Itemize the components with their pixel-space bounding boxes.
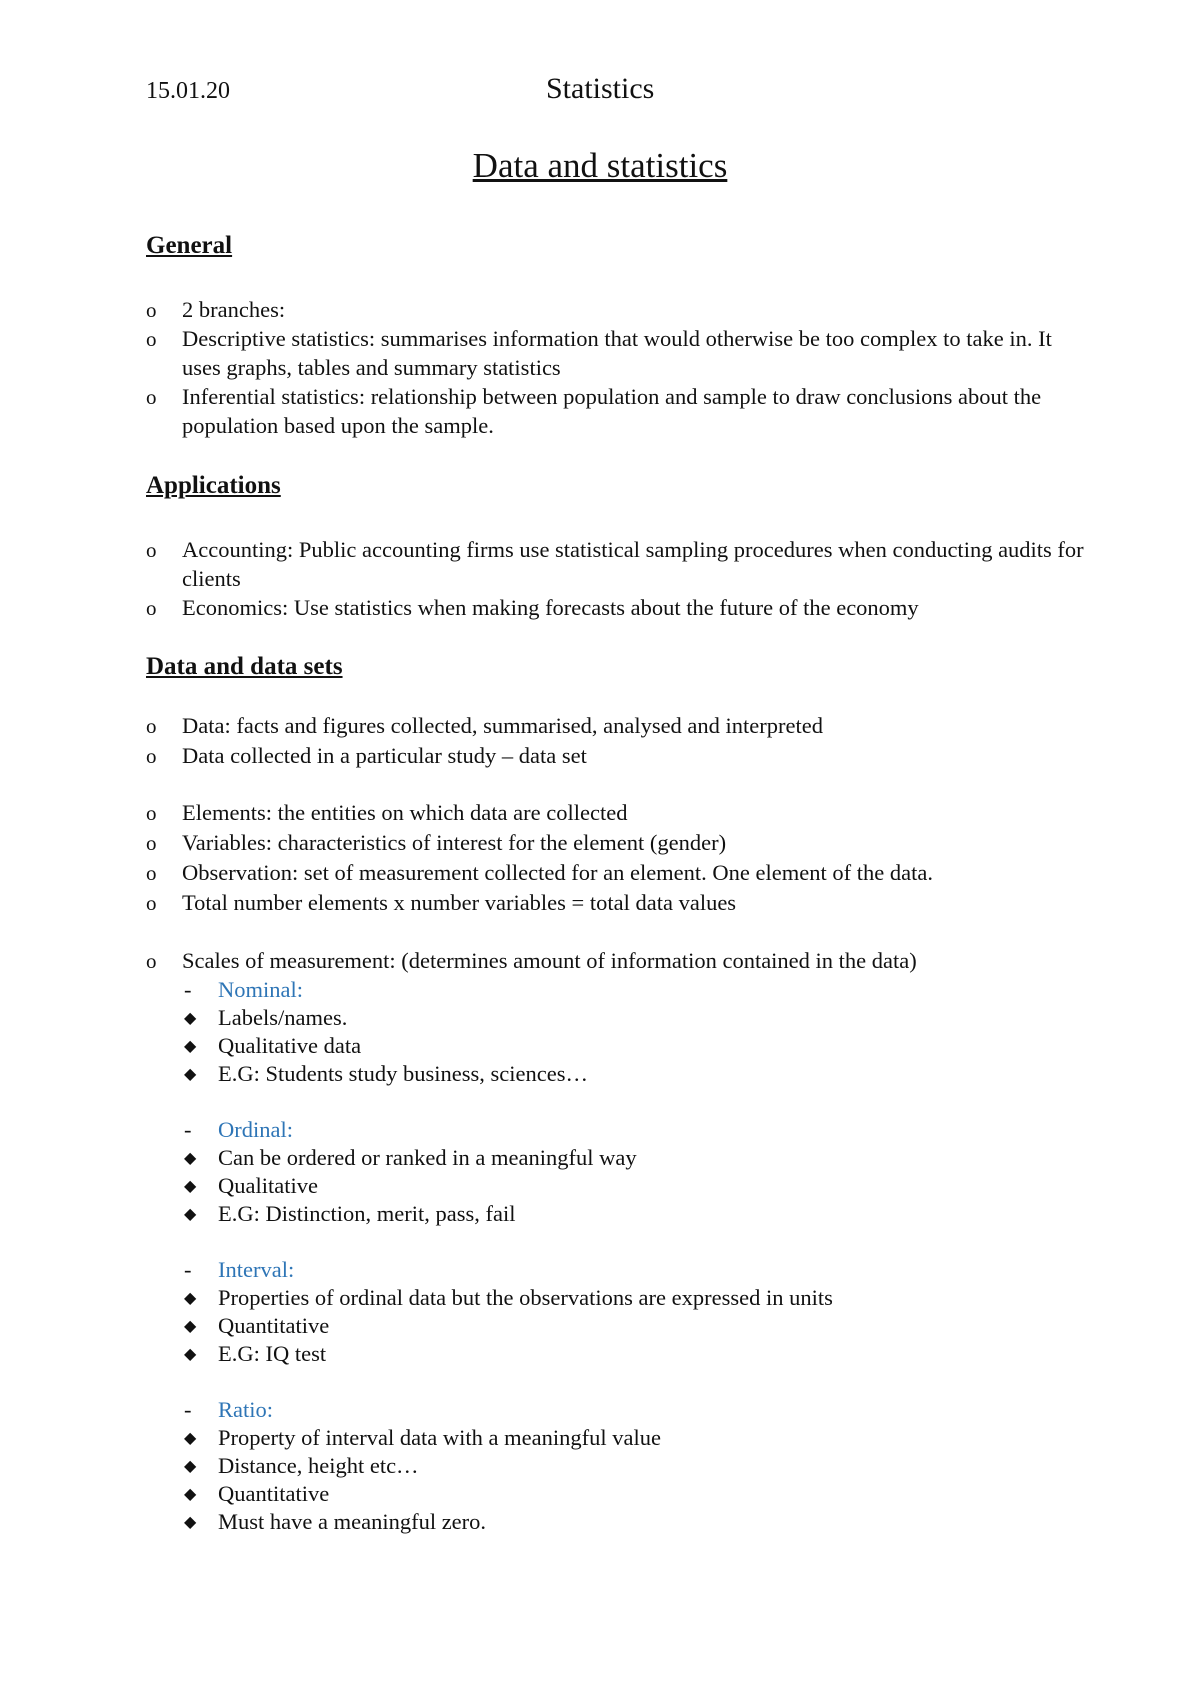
list-item-text: Properties of ordinal data but the observations are expressed in units: [218, 1285, 833, 1310]
bullet-marker: o: [146, 714, 157, 738]
list-item: [184, 1060, 588, 1089]
bullet-marker: o: [146, 538, 157, 562]
bullet-marker: o: [146, 327, 157, 351]
list-item-text: E.G: Students study business, sciences…: [218, 1061, 588, 1086]
list-item: [146, 889, 1086, 918]
bullet-marker: o: [146, 385, 157, 409]
scale-label: Ordinal:: [218, 1117, 293, 1142]
list-item: [146, 742, 1086, 771]
section-heading-applications: Applications: [146, 472, 281, 499]
dash-marker: -: [184, 977, 192, 1002]
document-title: Data and statistics: [472, 146, 728, 185]
scale-label: Nominal:: [218, 977, 303, 1002]
list-item: [184, 1284, 833, 1313]
list-item: [184, 1004, 347, 1033]
list-item: [184, 1480, 329, 1509]
list-item: [146, 712, 1086, 741]
bullet-marker: o: [146, 596, 157, 620]
list-item-text: Must have a meaningful zero.: [218, 1509, 487, 1534]
diamond-bullet-icon: ◆: [184, 1178, 197, 1195]
diamond-bullet-icon: ◆: [184, 1206, 197, 1223]
diamond-bullet-icon: ◆: [184, 1010, 197, 1027]
list-item: [146, 799, 1086, 828]
bullet-marker: o: [146, 298, 157, 322]
diamond-bullet-icon: ◆: [184, 1430, 197, 1447]
list-item: [146, 947, 1086, 976]
diamond-bullet-icon: ◆: [184, 1346, 197, 1363]
list-item-text: Economics: Use statistics when making forecasts about the future of the economy: [182, 595, 919, 620]
list-item: [146, 829, 1086, 858]
list-item: [184, 1172, 318, 1201]
list-item: [184, 1340, 326, 1369]
scale-label: Ratio:: [218, 1397, 273, 1422]
dash-marker: -: [184, 1397, 192, 1422]
list-item: [184, 1144, 637, 1173]
scale-label: Interval:: [218, 1257, 295, 1282]
header-subject: Statistics: [546, 72, 655, 105]
diamond-bullet-icon: ◆: [184, 1514, 197, 1531]
scale-heading-ratio: [184, 1396, 273, 1424]
list-item-text: Scales of measurement: (determines amount of information contained in the data): [182, 948, 917, 973]
list-item-text: Property of interval data with a meaningful value: [218, 1425, 661, 1450]
list-item-text: 2 branches:: [182, 297, 286, 322]
list-item-text: Accounting: Public accounting firms use statistical sampling procedures when conducting audits for clients: [182, 537, 1084, 591]
diamond-bullet-icon: ◆: [184, 1318, 197, 1335]
list-item: [184, 1032, 361, 1061]
list-item: [184, 1452, 419, 1481]
diamond-bullet-icon: ◆: [184, 1290, 197, 1307]
list-item-text: E.G: IQ test: [218, 1341, 327, 1366]
list-item-text: Data collected in a particular study – data set: [182, 743, 587, 768]
list-item-text: Quantitative: [218, 1313, 330, 1338]
list-item: [184, 1424, 661, 1453]
dash-marker: -: [184, 1257, 192, 1282]
diamond-bullet-icon: ◆: [184, 1038, 197, 1055]
list-item: [146, 859, 1086, 888]
list-item-text: Total number elements x number variables = total data values: [182, 890, 737, 915]
list-item: [184, 1312, 329, 1341]
list-item-text: Quantitative: [218, 1481, 330, 1506]
list-item-text: Distance, height etc…: [218, 1453, 419, 1478]
bullet-marker: o: [146, 891, 157, 915]
diamond-bullet-icon: ◆: [184, 1486, 197, 1503]
list-item-text: Qualitative data: [218, 1033, 362, 1058]
list-item-text: Observation: set of measurement collected for an element. One element of the data.: [182, 860, 933, 885]
list-item: [184, 1200, 515, 1229]
list-item-text: Inferential statistics: relationship between population and sample to draw conclusions about the population based upon the sample.: [182, 384, 1042, 438]
scale-heading-ordinal: [184, 1116, 293, 1144]
list-item-text: E.G: Distinction, merit, pass, fail: [218, 1201, 516, 1226]
list-item-text: Elements: the entities on which data are collected: [182, 800, 628, 825]
bullet-marker: o: [146, 801, 157, 825]
section-heading-general: General: [146, 232, 233, 259]
diamond-bullet-icon: ◆: [184, 1066, 197, 1083]
section-heading-data-sets: Data and data sets: [146, 653, 343, 680]
list-item-text: Qualitative: [218, 1173, 318, 1198]
scale-heading-nominal: [184, 976, 303, 1004]
list-item-text: Labels/names.: [218, 1005, 348, 1030]
header-date: 15.01.20: [146, 78, 230, 104]
list-item-text: Variables: characteristics of interest for the element (gender): [182, 830, 727, 855]
list-item-text: Descriptive statistics: summarises information that would otherwise be too complex to take in. It uses graphs, tables and summary statistics: [182, 326, 1052, 380]
bullet-marker: o: [146, 831, 157, 855]
list-item: [146, 296, 1086, 325]
diamond-bullet-icon: ◆: [184, 1150, 197, 1167]
bullet-marker: o: [146, 949, 157, 973]
dash-marker: -: [184, 1117, 192, 1142]
list-item: [146, 383, 1086, 440]
diamond-bullet-icon: ◆: [184, 1458, 197, 1475]
list-item: [146, 594, 1086, 623]
list-item: [146, 325, 1086, 382]
list-item-text: Data: facts and figures collected, summarised, analysed and interpreted: [182, 713, 823, 738]
scale-heading-interval: [184, 1256, 294, 1284]
list-item: [146, 536, 1086, 593]
bullet-marker: o: [146, 744, 157, 768]
list-item-text: Can be ordered or ranked in a meaningful way: [218, 1145, 637, 1170]
list-item: [184, 1508, 486, 1537]
bullet-marker: o: [146, 861, 157, 885]
